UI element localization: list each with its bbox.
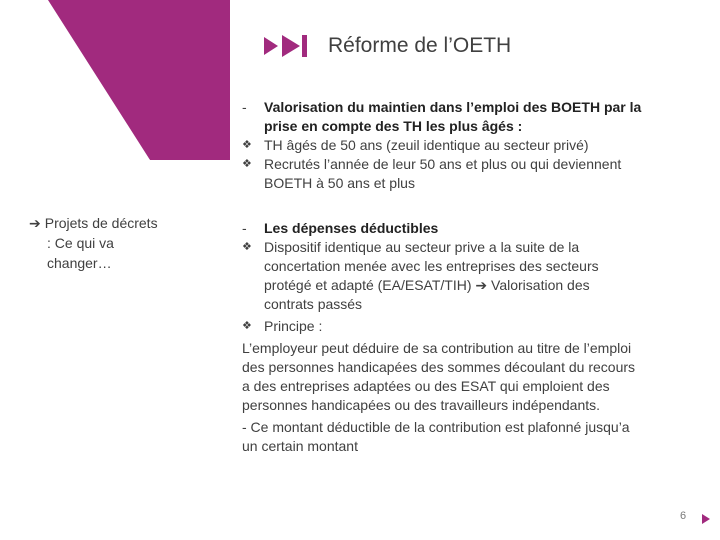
list-item [242,238,702,314]
bullet-text: protégé et adapté (EA/ESAT/TIH) ➔ Valorisation des [264,277,590,293]
diamond-bullet-icon: ❖ [242,158,252,170]
list-item [242,136,702,155]
paragraph-line: - Ce montant déductible de la contribution est plafonné jusqu’a [242,419,630,435]
bullet-text: Principe : [264,318,323,334]
paragraph-line: des personnes handicapées des sommes découlant du recours [242,359,636,375]
paragraph-line: personnes handicapées ou des travailleurs indépendants. [242,397,601,413]
magenta-corner-shape [0,0,230,160]
sidebar-note [29,213,189,273]
sidebar-line-2: : Ce qui va [47,235,114,251]
section1-title-line1: Valorisation du maintien dans l’emploi des BOETH par la [264,99,642,115]
paragraph-line: a des entreprises adaptées ou des ESAT qui emploient des [242,378,610,394]
bullet-text: concertation menée avec les entreprises des secteurs [264,258,599,274]
paragraph-line: L’employeur peut déduire de sa contribution au titre de l’emploi [242,340,632,356]
double-play-arrows-icon [262,29,310,63]
diamond-bullet-icon: ❖ [242,139,252,151]
sidebar-line-1: Projets de décrets [44,215,158,231]
right-arrow-icon: ➔ [475,277,488,293]
paragraph-line: un certain montant [242,438,358,454]
dash-marker: - [242,99,247,115]
bullet-text: contrats passés [264,296,363,312]
corner-triangle-icon [700,512,712,526]
bullet-text: TH âgés de 50 ans (zeuil identique au secteur privé) [264,137,589,153]
dash-marker: - [242,220,247,236]
section-valorisation [242,98,702,193]
section1-title-line2: prise en compte des TH les plus âgés : [264,118,523,134]
page-number: 6 [680,510,687,522]
diamond-bullet-icon: ❖ [242,320,252,332]
page-title: Réforme de l’OETH [328,34,512,57]
right-arrow-icon: ➔ [29,215,41,231]
bullet-text: Dispositif identique au secteur prive a la suite de la [264,239,580,255]
sidebar-line-3: changer… [47,255,112,271]
list-item [242,317,702,336]
diamond-bullet-icon: ❖ [242,241,252,253]
section2-title: Les dépenses déductibles [264,220,439,236]
bullet-text: Recrutés l’année de leur 50 ans et plus ou qui deviennent [264,156,622,172]
list-item [242,155,702,193]
bullet-text: BOETH à 50 ans et plus [264,175,415,191]
principle-paragraph [242,339,702,456]
title-row [262,26,511,66]
section-depenses [242,219,702,456]
